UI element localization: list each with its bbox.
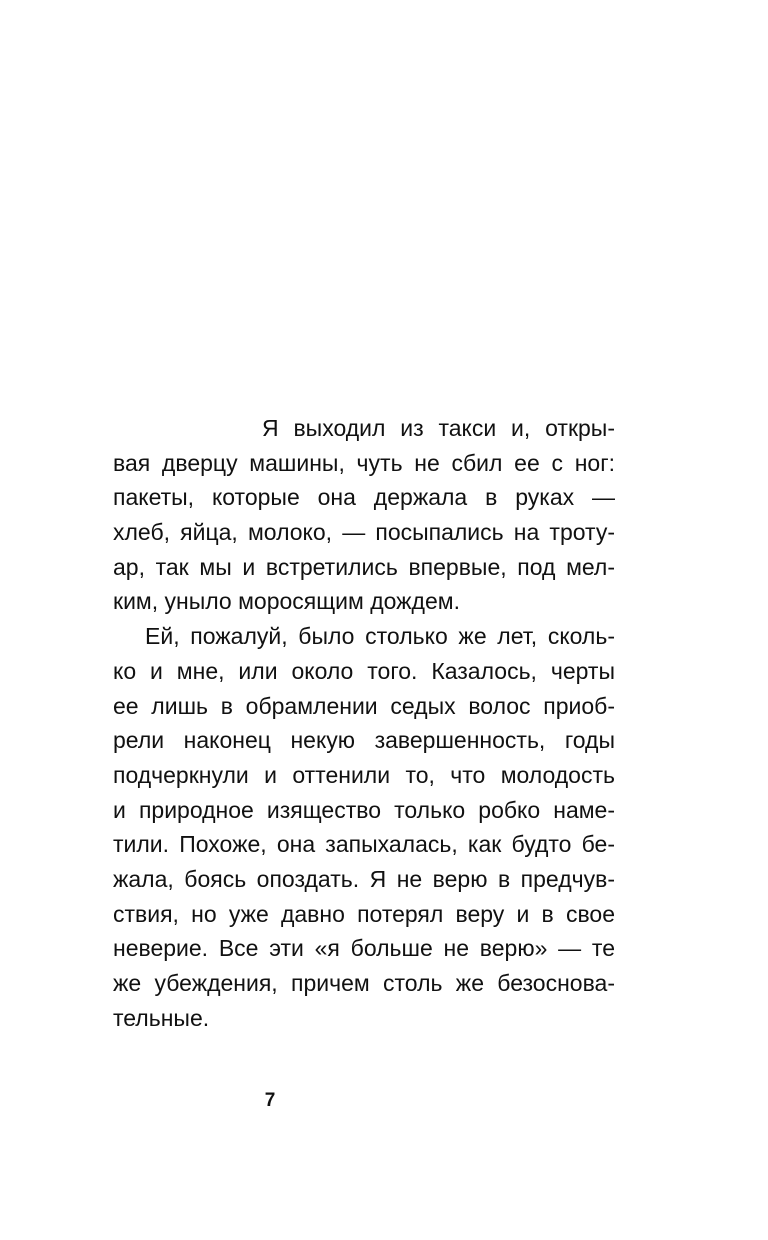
text-line: ким, уныло моросящим дождем. <box>113 588 460 615</box>
text-line: ко и мне, или около того. Казалось, черты <box>113 657 615 684</box>
text-line: ствия, но уже давно потерял веру и в свое <box>113 900 615 927</box>
text-line: вая дверцу машины, чуть не сбил ее с ног: <box>113 449 615 476</box>
text-line: рели наконец некую завершенность, годы <box>113 727 615 754</box>
text-line: и природное изящество только робко наме- <box>113 796 615 823</box>
text-line: же убеждения, причем столь же безоснова- <box>113 970 615 996</box>
text-line: жала, боясь опоздать. Я не верю в предчув- <box>113 865 615 892</box>
text-line: ар, так мы и встретились впервые, под мел- <box>113 553 615 580</box>
paragraph-1 <box>113 411 615 619</box>
text-line: подчеркнули и оттенили то, что молодость <box>113 761 615 788</box>
page-number: 7 <box>264 1090 276 1111</box>
text-line: ее лишь в обрамлении седых волос приоб- <box>113 692 615 719</box>
text-line: Ей, пожалуй, было столько же лет, сколь- <box>145 623 615 650</box>
text-line: тили. Похоже, она запыхалась, как будто бе- <box>113 831 615 858</box>
text-line: тельные. <box>113 1004 210 1031</box>
text-line: Я выходил из такси и, откры- <box>262 415 615 441</box>
body-text <box>113 411 615 1035</box>
text-line: неверие. Все эти «я больше не верю» — те <box>113 935 615 962</box>
text-line: пакеты, которые она держала в руках — <box>113 484 615 511</box>
text-line: хлеб, яйца, молоко, — посыпались на троту- <box>113 519 615 546</box>
paragraph-2 <box>113 619 615 1035</box>
